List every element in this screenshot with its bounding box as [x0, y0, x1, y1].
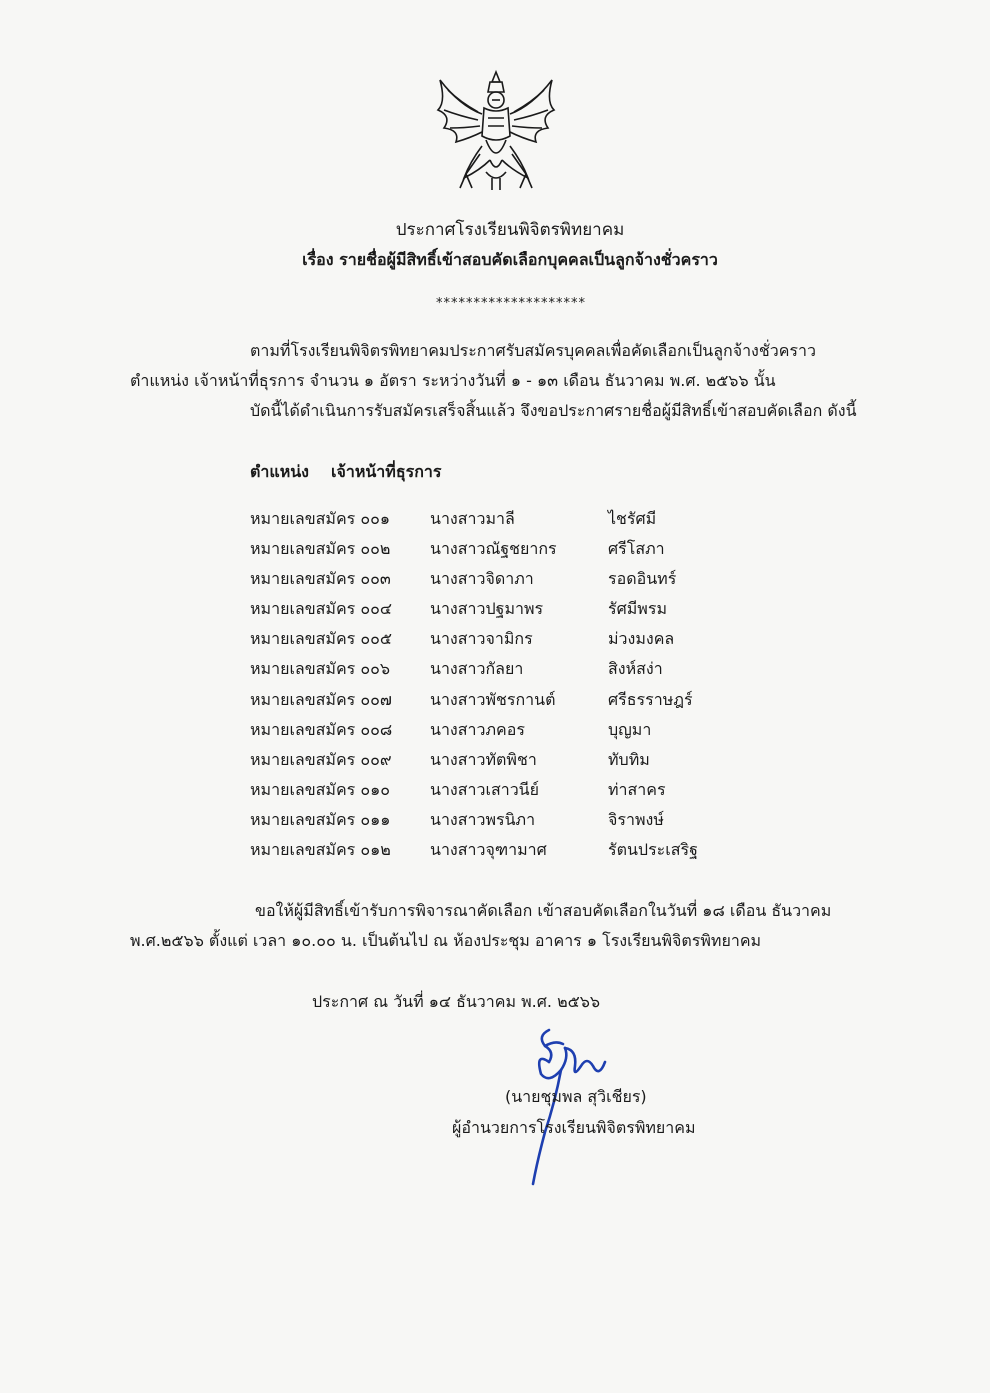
candidate-last-name: รัศมีพรม: [608, 599, 667, 619]
candidate-last-name: สิงห์สง่า: [608, 659, 663, 679]
candidate-first-name: นางสาวพรนิภา: [430, 809, 536, 829]
position-label: ตำแหน่ง: [250, 462, 309, 481]
candidate-first-name: นางสาวจุฑามาศ: [430, 840, 547, 860]
candidate-row: [250, 719, 870, 749]
candidate-row: [250, 779, 870, 809]
candidate-last-name: ม่วงมงคล: [608, 629, 675, 649]
candidate-first-name: นางสาวเสาวนีย์: [430, 779, 539, 799]
separator-stars: ********************: [436, 296, 586, 311]
announcement-subject: เรื่อง รายชื่อผู้มีสิทธิ์เข้าสอบคัดเลือกบุคคลเป็นลูกจ้างชั่วคราว: [302, 250, 718, 269]
intro-line-3: บัดนี้ได้ดำเนินการรับสมัครเสร็จสิ้นแล้ว จึงขอประกาศรายชื่อผู้มีสิทธิ์เข้าสอบคัดเลือก ดังนี้: [250, 401, 857, 420]
candidate-last-name: ทับทิม: [608, 749, 650, 769]
signatory-name: (นายชุมพล สุวิเชียร): [505, 1087, 647, 1106]
closing-line-1: ขอให้ผู้มีสิทธิ์เข้ารับการพิจารณาคัดเลือก เข้าสอบคัดเลือกในวันที่ ๑๘ เดือน ธันวาคม: [255, 901, 832, 920]
candidate-last-name: บุญมา: [608, 719, 652, 739]
candidate-row: [250, 749, 870, 779]
candidate-row: [250, 658, 870, 688]
candidate-list: [250, 508, 870, 869]
candidate-row: [250, 689, 870, 719]
candidate-last-name: ศรีธรราษฎร์: [608, 689, 693, 709]
candidate-first-name: นางสาวทัตพิชา: [430, 749, 537, 769]
candidate-first-name: นางสาวกัลยา: [430, 659, 524, 679]
candidate-row: [250, 598, 870, 628]
candidate-row: [250, 809, 870, 839]
candidate-number: หมายเลขสมัคร ๐๐๙: [250, 749, 392, 769]
candidate-number: หมายเลขสมัคร ๐๑๒: [250, 840, 391, 860]
candidate-row: [250, 538, 870, 568]
candidate-last-name: ศรีโสภา: [608, 539, 665, 559]
closing-line-2: พ.ศ.๒๕๖๖ ตั้งแต่ เวลา ๑๐.๐๐ น. เป็นต้นไป ณ ห้องประชุม อาคาร ๑ โรงเรียนพิจิตรพิทยาคม: [130, 931, 762, 950]
candidate-last-name: รัตนประเสริฐ: [608, 840, 698, 860]
garuda-emblem-icon: [430, 66, 562, 198]
candidate-number: หมายเลขสมัคร ๐๐๓: [250, 569, 391, 589]
candidate-number: หมายเลขสมัคร ๐๐๗: [250, 689, 392, 709]
candidate-number: หมายเลขสมัคร ๐๐๑: [250, 509, 391, 528]
candidate-number: หมายเลขสมัคร ๐๑๐: [250, 779, 391, 799]
candidate-first-name: นางสาวมาลี: [430, 509, 515, 528]
candidate-row: [250, 628, 870, 658]
candidate-last-name: ไชรัศมี: [608, 509, 657, 528]
candidate-number: หมายเลขสมัคร ๐๐๒: [250, 539, 391, 559]
candidate-first-name: นางสาวจิดาภา: [430, 569, 534, 589]
candidate-last-name: รอดอินทร์: [608, 569, 677, 589]
candidate-number: หมายเลขสมัคร ๐๐๖: [250, 659, 391, 679]
candidate-number: หมายเลขสมัคร ๐๐๕: [250, 629, 392, 649]
candidate-first-name: นางสาวปฐมาพร: [430, 599, 544, 619]
announcement-title: ประกาศโรงเรียนพิจิตรพิทยาคม: [395, 220, 625, 240]
candidate-last-name: จิราพงษ์: [608, 809, 664, 829]
intro-line-1: ตามที่โรงเรียนพิจิตรพิทยาคมประกาศรับสมัครบุคคลเพื่อคัดเลือกเป็นลูกจ้างชั่วคราว: [250, 341, 816, 360]
candidate-row: [250, 839, 870, 869]
intro-line-2: ตำแหน่ง เจ้าหน้าที่ธุรการ จำนวน ๑ อัตรา ระหว่างวันที่ ๑ - ๑๓ เดือน ธันวาคม พ.ศ. ๒๕๖๖ นั้น: [130, 371, 776, 390]
candidate-number: หมายเลขสมัคร ๐๐๔: [250, 599, 392, 619]
candidate-last-name: ท่าสาคร: [608, 779, 666, 799]
candidate-first-name: นางสาวณัฐชยากร: [430, 539, 557, 559]
candidate-number: หมายเลขสมัคร ๐๑๑: [250, 809, 391, 829]
signatory-role: ผู้อำนวยการโรงเรียนพิจิตรพิทยาคม: [452, 1118, 696, 1137]
position-heading: [250, 460, 441, 485]
candidate-first-name: นางสาวภคอร: [430, 719, 525, 739]
candidate-row: [250, 568, 870, 598]
announcement-date: ประกาศ ณ วันที่ ๑๔ ธันวาคม พ.ศ. ๒๕๖๖: [312, 992, 601, 1011]
candidate-first-name: นางสาวจามิกร: [430, 629, 533, 649]
position-value: เจ้าหน้าที่ธุรการ: [330, 462, 442, 481]
candidate-row: [250, 508, 870, 538]
candidate-number: หมายเลขสมัคร ๐๐๘: [250, 719, 393, 739]
candidate-first-name: นางสาวพัชรกานต์: [430, 689, 556, 709]
